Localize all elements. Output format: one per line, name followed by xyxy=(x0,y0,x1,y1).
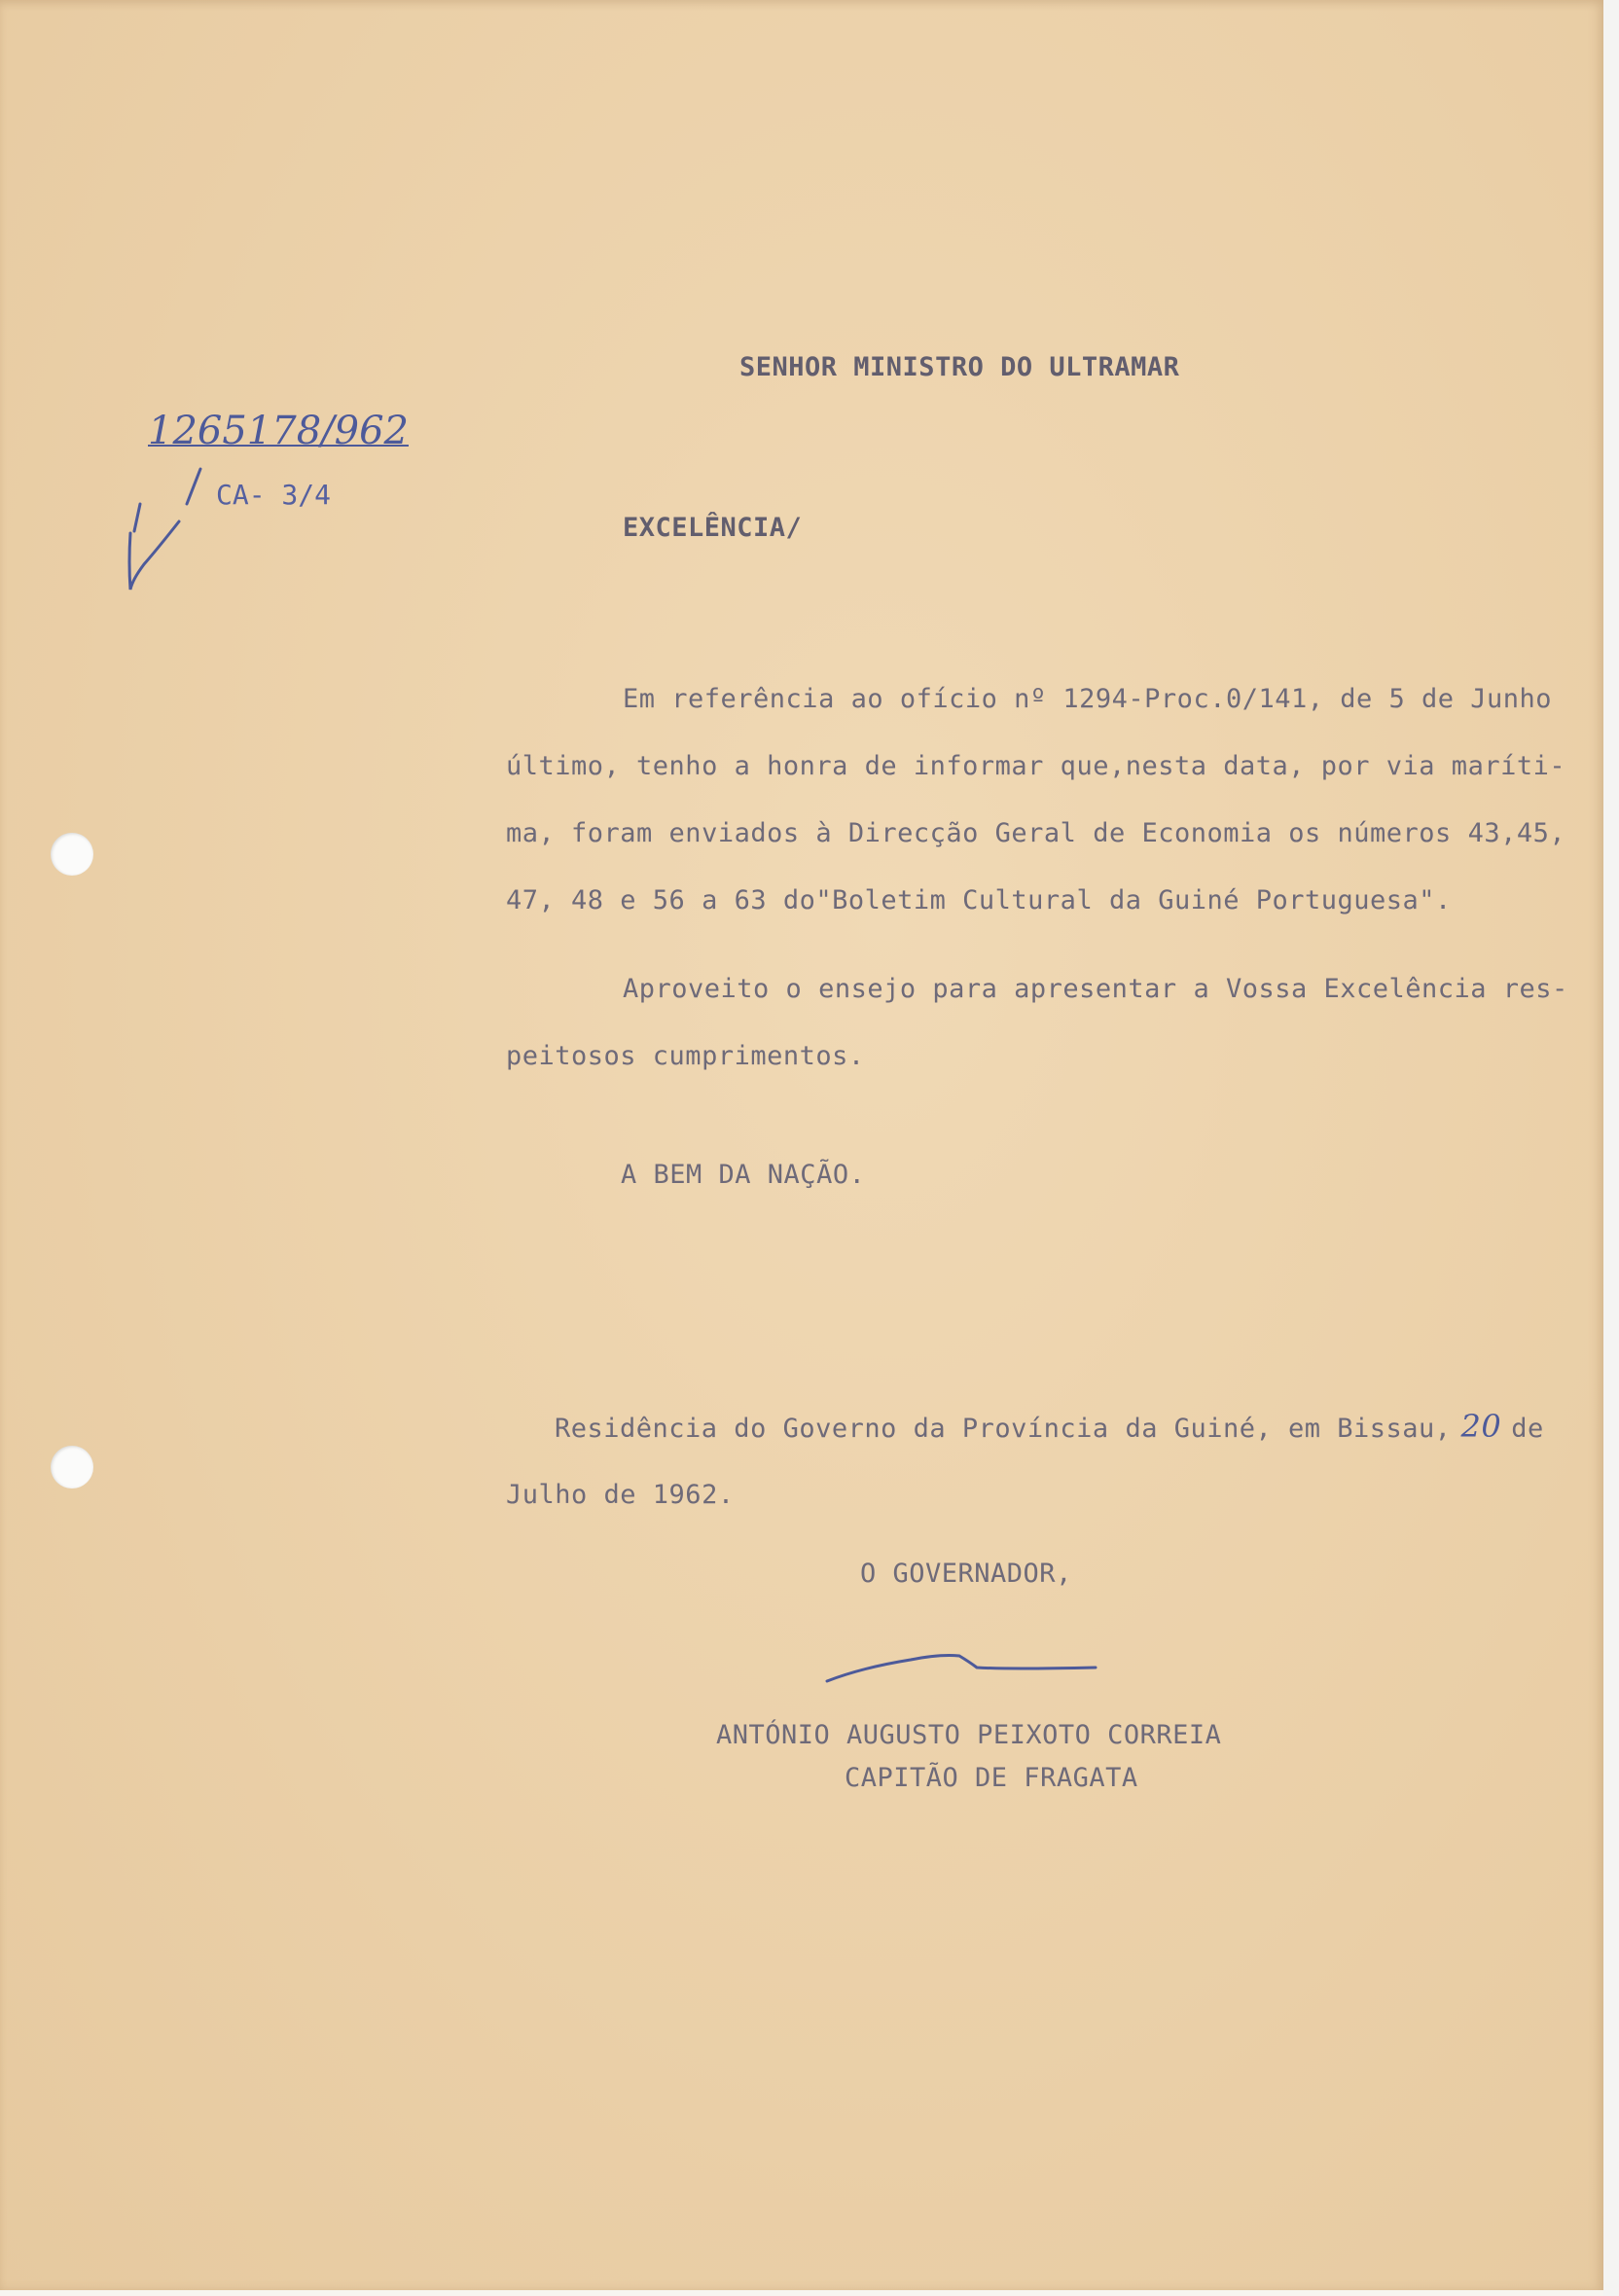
signatory-rank: CAPITÃO DE FRAGATA xyxy=(845,1763,1138,1793)
place-date-text: de xyxy=(1511,1414,1544,1444)
place-date-text: Residência do Governo da Província da Guiné, em Bissau, xyxy=(555,1414,1452,1444)
body-paragraph-1 xyxy=(506,665,1565,934)
place-date xyxy=(506,1393,1544,1528)
body-line: 47, 48 e 56 a 63 do"Boletim Cultural da Guiné Portuguesa". xyxy=(506,885,1452,915)
salutation: EXCELÊNCIA/ xyxy=(623,513,803,543)
punch-hole-bottom xyxy=(51,1446,93,1489)
body-paragraph-2 xyxy=(506,955,1568,1090)
body-line: Em referência ao ofício nº 1294-Proc.0/141, de 5 de Junho xyxy=(623,684,1553,714)
addressee-heading: SENHOR MINISTRO DO ULTRAMAR xyxy=(739,352,1180,382)
signatory-title: O GOVERNADOR, xyxy=(860,1559,1072,1589)
scan-margin xyxy=(1603,0,1619,2296)
place-date-line-2: Julho de 1962. xyxy=(506,1480,735,1510)
classification-stamp: CA- 3/4 xyxy=(216,479,332,511)
body-line: ma, foram enviados à Direcção Geral de Economia os números 43,45, xyxy=(506,818,1566,848)
closing-motto: A BEM DA NAÇÃO. xyxy=(621,1160,866,1190)
check-mark xyxy=(119,465,177,601)
signature xyxy=(823,1642,1115,1691)
body-line: último, tenho a honra de informar que,nesta data, por via maríti- xyxy=(506,751,1566,781)
signatory-name: ANTÓNIO AUGUSTO PEIXOTO CORREIA xyxy=(716,1720,1222,1750)
handwritten-day: 20 xyxy=(1460,1408,1502,1445)
body-line: peitosos cumprimentos. xyxy=(506,1041,865,1071)
reference-number: 1265178/962 xyxy=(148,409,409,453)
punch-hole-top xyxy=(51,833,93,876)
body-line: Aproveito o ensejo para apresentar a Vossa Excelência res- xyxy=(623,974,1568,1004)
